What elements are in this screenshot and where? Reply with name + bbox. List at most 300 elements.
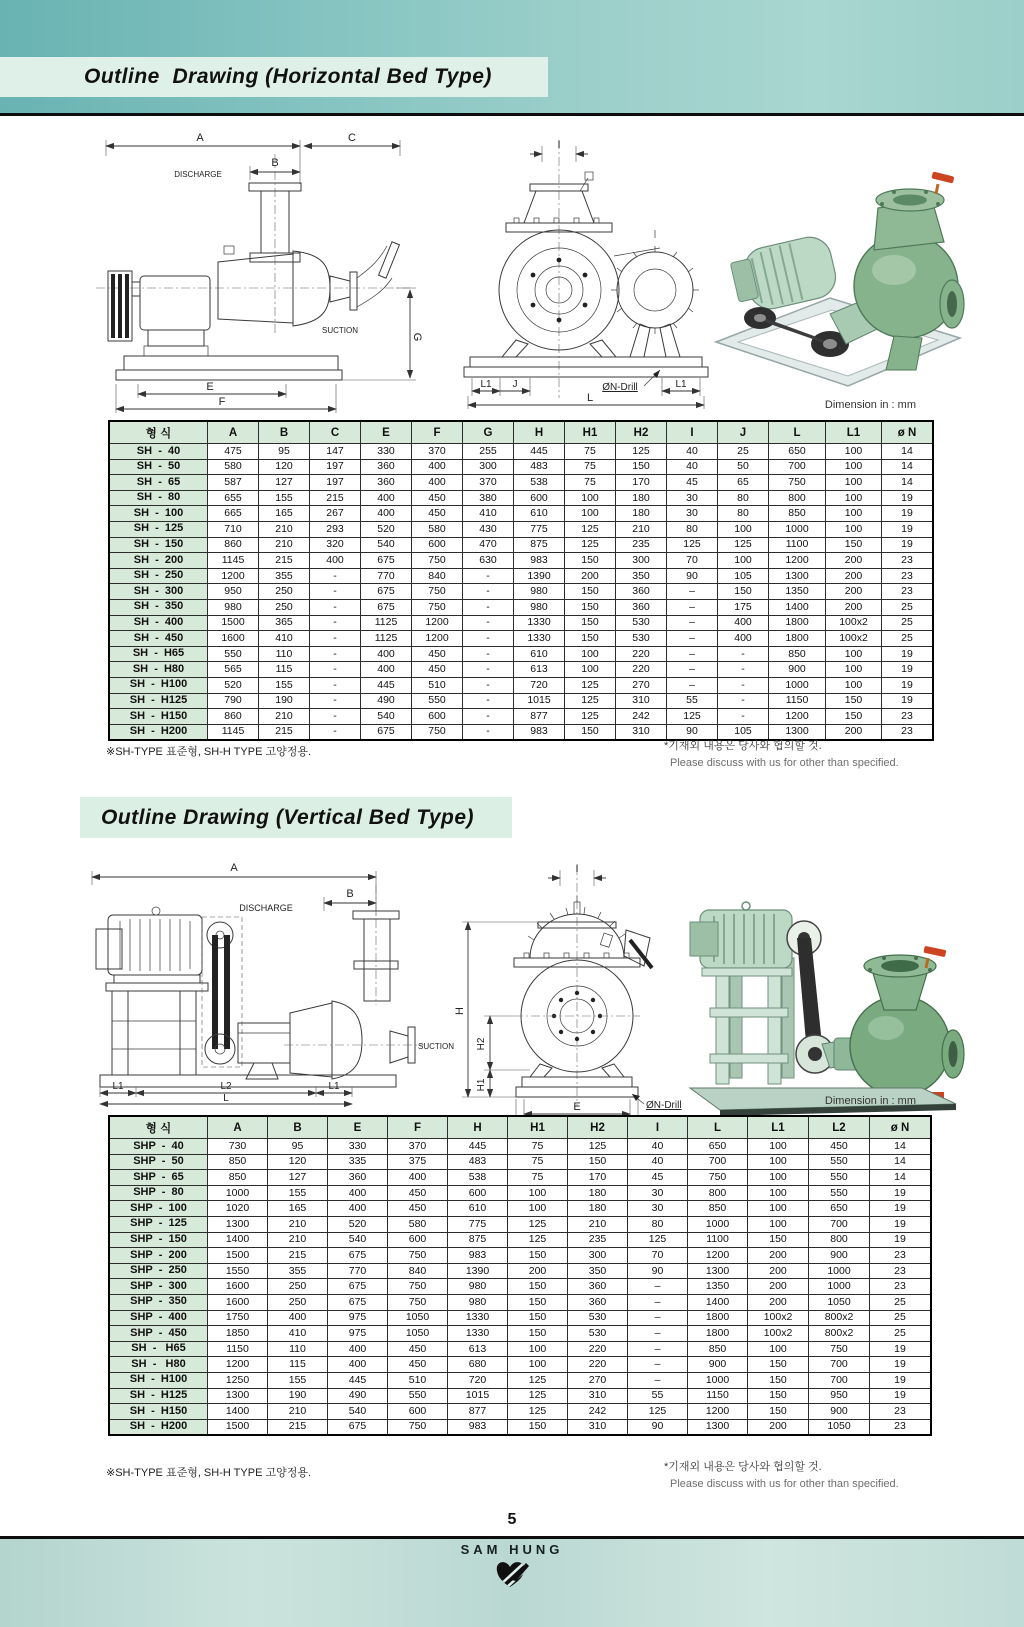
value-cell: 483 bbox=[448, 1154, 508, 1170]
value-cell: 1330 bbox=[514, 631, 565, 647]
value-cell: 445 bbox=[361, 677, 412, 693]
value-cell: - bbox=[718, 662, 769, 678]
value-cell: 360 bbox=[568, 1279, 628, 1295]
column-header: H2 bbox=[616, 421, 667, 444]
value-cell: 1600 bbox=[208, 1279, 268, 1295]
value-cell: 675 bbox=[361, 584, 412, 600]
value-cell: 550 bbox=[208, 646, 259, 662]
value-cell: 14 bbox=[870, 1170, 932, 1186]
value-cell: 19 bbox=[882, 506, 934, 522]
value-cell: 19 bbox=[870, 1216, 932, 1232]
value-cell: 242 bbox=[568, 1404, 628, 1420]
value-cell: - bbox=[310, 599, 361, 615]
value-cell: 80 bbox=[718, 506, 769, 522]
value-cell: – bbox=[667, 584, 718, 600]
value-cell: 105 bbox=[718, 724, 769, 740]
value-cell: 310 bbox=[568, 1388, 628, 1404]
value-cell: 950 bbox=[208, 584, 259, 600]
dim-label-H1: H1 bbox=[476, 1078, 487, 1092]
model-cell: SH - 150 bbox=[109, 537, 208, 553]
value-cell: 400 bbox=[328, 1201, 388, 1217]
dim-label-H: H bbox=[454, 1007, 466, 1015]
value-cell: 125 bbox=[718, 537, 769, 553]
table-row bbox=[109, 553, 933, 569]
value-cell: 650 bbox=[688, 1139, 748, 1155]
value-cell: 210 bbox=[268, 1404, 328, 1420]
value-cell: 490 bbox=[328, 1388, 388, 1404]
value-cell: 850 bbox=[688, 1201, 748, 1217]
value-cell: 100 bbox=[565, 506, 616, 522]
value-cell: 155 bbox=[268, 1185, 328, 1201]
table-row bbox=[109, 1357, 931, 1373]
value-cell: 580 bbox=[208, 459, 259, 475]
value-cell: - bbox=[463, 709, 514, 725]
value-cell: 1200 bbox=[769, 553, 826, 569]
value-cell: 675 bbox=[328, 1279, 388, 1295]
value-cell: 1200 bbox=[412, 631, 463, 647]
value-cell: 700 bbox=[688, 1154, 748, 1170]
value-cell: 980 bbox=[514, 599, 565, 615]
value-cell: 255 bbox=[463, 444, 514, 460]
table-row bbox=[109, 1201, 931, 1217]
column-header: L2 bbox=[809, 1116, 870, 1139]
section2-title-box bbox=[80, 797, 512, 838]
dim-label-L1-right: L1 bbox=[328, 1081, 340, 1092]
value-cell: 1050 bbox=[388, 1310, 448, 1326]
value-cell: 450 bbox=[809, 1139, 870, 1155]
dim-label-E: E bbox=[206, 381, 214, 393]
model-cell: SH - H65 bbox=[109, 646, 208, 662]
model-cell: SH - H200 bbox=[109, 1419, 208, 1435]
value-cell: - bbox=[463, 615, 514, 631]
value-cell: 350 bbox=[616, 568, 667, 584]
value-cell: - bbox=[463, 599, 514, 615]
model-cell: SH - H80 bbox=[109, 662, 208, 678]
value-cell: 25 bbox=[718, 444, 769, 460]
value-cell: 1000 bbox=[769, 677, 826, 693]
value-cell: 30 bbox=[667, 490, 718, 506]
table-row bbox=[109, 646, 933, 662]
column-header: F bbox=[388, 1116, 448, 1139]
value-cell: 115 bbox=[268, 1357, 328, 1373]
page-number: 5 bbox=[507, 1511, 517, 1528]
value-cell: 1800 bbox=[769, 615, 826, 631]
value-cell: 450 bbox=[412, 662, 463, 678]
value-cell: 1750 bbox=[208, 1310, 268, 1326]
value-cell: 1200 bbox=[688, 1248, 748, 1264]
value-cell: 1125 bbox=[361, 615, 412, 631]
value-cell: 510 bbox=[412, 677, 463, 693]
value-cell: 23 bbox=[870, 1263, 932, 1279]
value-cell: 150 bbox=[565, 553, 616, 569]
value-cell: 1145 bbox=[208, 553, 259, 569]
value-cell: 150 bbox=[508, 1294, 568, 1310]
dim-label-A: A bbox=[230, 862, 238, 874]
value-cell: 1000 bbox=[688, 1372, 748, 1388]
value-cell: 550 bbox=[388, 1388, 448, 1404]
discharge-label: DISCHARGE bbox=[174, 170, 222, 179]
model-cell: SHP - 50 bbox=[109, 1154, 208, 1170]
value-cell: 600 bbox=[412, 537, 463, 553]
value-cell: 125 bbox=[508, 1232, 568, 1248]
value-cell: 220 bbox=[616, 662, 667, 678]
value-cell: – bbox=[667, 615, 718, 631]
value-cell: 45 bbox=[628, 1170, 688, 1186]
value-cell: 127 bbox=[268, 1170, 328, 1186]
value-cell: 613 bbox=[448, 1341, 508, 1357]
value-cell: - bbox=[310, 677, 361, 693]
value-cell: 800 bbox=[688, 1185, 748, 1201]
value-cell: 330 bbox=[328, 1139, 388, 1155]
value-cell: 1300 bbox=[208, 1388, 268, 1404]
column-header: H bbox=[514, 421, 565, 444]
value-cell: 1000 bbox=[208, 1185, 268, 1201]
value-cell: 360 bbox=[616, 599, 667, 615]
model-cell: SH - 350 bbox=[109, 599, 208, 615]
value-cell: 180 bbox=[568, 1201, 628, 1217]
value-cell: 700 bbox=[809, 1216, 870, 1232]
value-cell: 1300 bbox=[208, 1216, 268, 1232]
value-cell: 980 bbox=[448, 1294, 508, 1310]
value-cell: 1330 bbox=[448, 1310, 508, 1326]
value-cell: 610 bbox=[448, 1201, 508, 1217]
value-cell: 900 bbox=[809, 1404, 870, 1420]
model-cell: SH - H125 bbox=[109, 693, 208, 709]
column-header: ø N bbox=[882, 421, 934, 444]
value-cell: 538 bbox=[448, 1170, 508, 1186]
section1-title: Outline Drawing (Horizontal Bed Type) bbox=[84, 65, 492, 88]
table-row bbox=[109, 584, 933, 600]
footnote-english: Please discuss with us for other than specified. bbox=[670, 757, 899, 769]
value-cell: 100x2 bbox=[748, 1326, 809, 1342]
value-cell: 355 bbox=[259, 568, 310, 584]
column-header: A bbox=[208, 421, 259, 444]
value-cell: 40 bbox=[628, 1139, 688, 1155]
value-cell: 1800 bbox=[688, 1326, 748, 1342]
value-cell: 1200 bbox=[688, 1404, 748, 1420]
value-cell: 1015 bbox=[448, 1388, 508, 1404]
value-cell: 370 bbox=[463, 475, 514, 491]
value-cell: 1390 bbox=[514, 568, 565, 584]
column-header: C bbox=[310, 421, 361, 444]
value-cell: 700 bbox=[769, 459, 826, 475]
table-row bbox=[109, 1170, 931, 1186]
column-header: L1 bbox=[826, 421, 882, 444]
value-cell: 445 bbox=[328, 1372, 388, 1388]
value-cell: 30 bbox=[628, 1201, 688, 1217]
value-cell: 675 bbox=[328, 1294, 388, 1310]
dim-label-L1-left: L1 bbox=[112, 1081, 124, 1092]
value-cell: - bbox=[463, 693, 514, 709]
value-cell: 450 bbox=[388, 1341, 448, 1357]
value-cell: 100 bbox=[748, 1341, 809, 1357]
footnote-korean: *기재외 내용은 당사와 협의할 것. bbox=[664, 1461, 822, 1473]
value-cell: 840 bbox=[412, 568, 463, 584]
value-cell: 150 bbox=[565, 631, 616, 647]
value-cell: 150 bbox=[508, 1279, 568, 1295]
value-cell: 95 bbox=[268, 1139, 328, 1155]
value-cell: 19 bbox=[870, 1388, 932, 1404]
table-row bbox=[109, 444, 933, 460]
value-cell: 445 bbox=[448, 1139, 508, 1155]
table-row bbox=[109, 1419, 931, 1435]
value-cell: 750 bbox=[388, 1419, 448, 1435]
dim-label-L2: L2 bbox=[220, 1081, 232, 1092]
dim-label-G: G bbox=[411, 332, 423, 342]
column-header: 형 식 bbox=[109, 421, 208, 444]
value-cell: 120 bbox=[259, 459, 310, 475]
table-row bbox=[109, 1294, 931, 1310]
value-cell: 1400 bbox=[769, 599, 826, 615]
column-header: 형 식 bbox=[109, 1116, 208, 1139]
value-cell: 650 bbox=[809, 1201, 870, 1217]
value-cell: 1800 bbox=[688, 1310, 748, 1326]
value-cell: 100 bbox=[748, 1216, 809, 1232]
value-cell: 150 bbox=[826, 537, 882, 553]
value-cell: 25 bbox=[882, 615, 934, 631]
value-cell: 100 bbox=[826, 662, 882, 678]
value-cell: 1000 bbox=[809, 1263, 870, 1279]
value-cell: 150 bbox=[508, 1326, 568, 1342]
value-cell: 150 bbox=[826, 693, 882, 709]
value-cell: 450 bbox=[412, 646, 463, 662]
column-header: H2 bbox=[568, 1116, 628, 1139]
value-cell: 540 bbox=[361, 537, 412, 553]
value-cell: 125 bbox=[628, 1232, 688, 1248]
value-cell: 355 bbox=[268, 1263, 328, 1279]
value-cell: 375 bbox=[388, 1154, 448, 1170]
column-header: H1 bbox=[508, 1116, 568, 1139]
value-cell: 400 bbox=[328, 1357, 388, 1373]
model-cell: SHP - 100 bbox=[109, 1201, 208, 1217]
vertical-3d-render bbox=[672, 858, 968, 1121]
value-cell: 1000 bbox=[688, 1216, 748, 1232]
value-cell: 655 bbox=[208, 490, 259, 506]
value-cell: 1145 bbox=[208, 724, 259, 740]
value-cell: 100 bbox=[826, 521, 882, 537]
value-cell: 40 bbox=[667, 459, 718, 475]
value-cell: 775 bbox=[448, 1216, 508, 1232]
value-cell: 150 bbox=[565, 724, 616, 740]
value-cell: 180 bbox=[568, 1185, 628, 1201]
value-cell: 900 bbox=[688, 1357, 748, 1373]
value-cell: 210 bbox=[616, 521, 667, 537]
value-cell: 115 bbox=[259, 662, 310, 678]
table-row bbox=[109, 1388, 931, 1404]
value-cell: 100 bbox=[826, 677, 882, 693]
value-cell: 215 bbox=[310, 490, 361, 506]
dim-label-C: C bbox=[348, 132, 356, 144]
value-cell: 100 bbox=[826, 475, 882, 491]
value-cell: 730 bbox=[208, 1139, 268, 1155]
value-cell: 770 bbox=[328, 1263, 388, 1279]
value-cell: 983 bbox=[514, 553, 565, 569]
value-cell: 720 bbox=[514, 677, 565, 693]
model-cell: SHP - 150 bbox=[109, 1232, 208, 1248]
value-cell: - bbox=[310, 568, 361, 584]
value-cell: 540 bbox=[328, 1232, 388, 1248]
value-cell: 125 bbox=[508, 1372, 568, 1388]
brand-logo-icon bbox=[493, 1560, 531, 1588]
value-cell: 550 bbox=[809, 1185, 870, 1201]
value-cell: 1000 bbox=[809, 1279, 870, 1295]
value-cell: - bbox=[718, 693, 769, 709]
value-cell: 360 bbox=[361, 459, 412, 475]
value-cell: - bbox=[310, 709, 361, 725]
value-cell: 55 bbox=[628, 1388, 688, 1404]
value-cell: 150 bbox=[718, 584, 769, 600]
dim-label-L: L bbox=[586, 392, 594, 404]
model-cell: SH - 125 bbox=[109, 521, 208, 537]
value-cell: 100 bbox=[508, 1341, 568, 1357]
value-cell: 150 bbox=[748, 1404, 809, 1420]
value-cell: 1150 bbox=[769, 693, 826, 709]
value-cell: 483 bbox=[514, 459, 565, 475]
value-cell: 1500 bbox=[208, 1419, 268, 1435]
model-cell: SHP - 65 bbox=[109, 1170, 208, 1186]
value-cell: 335 bbox=[328, 1154, 388, 1170]
value-cell: 200 bbox=[748, 1248, 809, 1264]
value-cell: 75 bbox=[565, 475, 616, 491]
value-cell: 360 bbox=[616, 584, 667, 600]
value-cell: 150 bbox=[568, 1154, 628, 1170]
value-cell: 675 bbox=[361, 724, 412, 740]
value-cell: 215 bbox=[259, 553, 310, 569]
value-cell: 1400 bbox=[208, 1404, 268, 1420]
footnote-korean: *기재외 내용은 당사와 협의할 것. bbox=[664, 740, 822, 752]
value-cell: 610 bbox=[514, 646, 565, 662]
value-cell: 200 bbox=[565, 568, 616, 584]
value-cell: 100x2 bbox=[748, 1310, 809, 1326]
value-cell: 293 bbox=[310, 521, 361, 537]
column-header: B bbox=[268, 1116, 328, 1139]
value-cell: 100 bbox=[826, 506, 882, 522]
column-header: H bbox=[448, 1116, 508, 1139]
value-cell: – bbox=[628, 1310, 688, 1326]
value-cell: 125 bbox=[565, 521, 616, 537]
value-cell: 380 bbox=[463, 490, 514, 506]
column-header: H1 bbox=[565, 421, 616, 444]
column-header: J bbox=[718, 421, 769, 444]
value-cell: - bbox=[463, 568, 514, 584]
value-cell: 267 bbox=[310, 506, 361, 522]
value-cell: 538 bbox=[514, 475, 565, 491]
horizontal-3d-render bbox=[698, 146, 978, 409]
model-cell: SHP - 450 bbox=[109, 1326, 208, 1342]
model-cell: SH - 80 bbox=[109, 490, 208, 506]
value-cell: 150 bbox=[508, 1248, 568, 1264]
table-row bbox=[109, 475, 933, 491]
value-cell: 75 bbox=[565, 444, 616, 460]
value-cell: 170 bbox=[616, 475, 667, 491]
value-cell: 450 bbox=[412, 490, 463, 506]
value-cell: 165 bbox=[268, 1201, 328, 1217]
value-cell: 800x2 bbox=[809, 1310, 870, 1326]
value-cell: 1150 bbox=[208, 1341, 268, 1357]
value-cell: 875 bbox=[514, 537, 565, 553]
value-cell: 25 bbox=[870, 1326, 932, 1342]
value-cell: 983 bbox=[448, 1419, 508, 1435]
table-row bbox=[109, 1185, 931, 1201]
value-cell: 490 bbox=[361, 693, 412, 709]
value-cell: 1020 bbox=[208, 1201, 268, 1217]
value-cell: 983 bbox=[514, 724, 565, 740]
value-cell: 75 bbox=[508, 1170, 568, 1186]
table-row bbox=[109, 677, 933, 693]
value-cell: 1350 bbox=[769, 584, 826, 600]
value-cell: 80 bbox=[718, 490, 769, 506]
value-cell: 215 bbox=[268, 1419, 328, 1435]
value-cell: 600 bbox=[388, 1232, 448, 1248]
value-cell: 200 bbox=[826, 724, 882, 740]
value-cell: 100 bbox=[748, 1201, 809, 1217]
dimension-unit-note-1: Dimension in : mm bbox=[824, 399, 916, 411]
discharge-label: DISCHARGE bbox=[239, 903, 293, 913]
value-cell: 530 bbox=[568, 1326, 628, 1342]
value-cell: 23 bbox=[882, 709, 934, 725]
value-cell: 170 bbox=[568, 1170, 628, 1186]
value-cell: 1300 bbox=[769, 724, 826, 740]
suction-label: SUCTION bbox=[418, 1042, 454, 1051]
footnote-english: Please discuss with us for other than specified. bbox=[670, 1478, 899, 1490]
value-cell: 150 bbox=[748, 1388, 809, 1404]
table2-footnote-right bbox=[664, 1459, 899, 1493]
value-cell: 75 bbox=[508, 1154, 568, 1170]
value-cell: 125 bbox=[667, 537, 718, 553]
value-cell: 150 bbox=[508, 1419, 568, 1435]
value-cell: 165 bbox=[259, 506, 310, 522]
value-cell: 530 bbox=[568, 1310, 628, 1326]
value-cell: 400 bbox=[361, 490, 412, 506]
value-cell: 600 bbox=[514, 490, 565, 506]
value-cell: 580 bbox=[412, 521, 463, 537]
value-cell: 125 bbox=[565, 677, 616, 693]
value-cell: 1050 bbox=[388, 1326, 448, 1342]
value-cell: 220 bbox=[568, 1357, 628, 1373]
value-cell: 200 bbox=[826, 584, 882, 600]
value-cell: 19 bbox=[882, 537, 934, 553]
value-cell: – bbox=[628, 1279, 688, 1295]
table-row bbox=[109, 1248, 931, 1264]
column-header: I bbox=[667, 421, 718, 444]
value-cell: 40 bbox=[667, 444, 718, 460]
value-cell: 19 bbox=[882, 662, 934, 678]
value-cell: 90 bbox=[628, 1419, 688, 1435]
value-cell: – bbox=[667, 631, 718, 647]
table-row bbox=[109, 1263, 931, 1279]
value-cell: 95 bbox=[259, 444, 310, 460]
value-cell: 100 bbox=[748, 1154, 809, 1170]
top-banner bbox=[0, 0, 1024, 116]
vertical-dimension-table bbox=[108, 1115, 932, 1436]
value-cell: 1300 bbox=[688, 1419, 748, 1435]
value-cell: 23 bbox=[882, 584, 934, 600]
value-cell: 1250 bbox=[208, 1372, 268, 1388]
model-cell: SHP - 250 bbox=[109, 1263, 208, 1279]
table-row bbox=[109, 521, 933, 537]
value-cell: 200 bbox=[826, 599, 882, 615]
value-cell: 860 bbox=[208, 709, 259, 725]
column-header: L bbox=[688, 1116, 748, 1139]
value-cell: 540 bbox=[328, 1404, 388, 1420]
table-row bbox=[109, 709, 933, 725]
value-cell: 14 bbox=[882, 475, 934, 491]
table-row bbox=[109, 1341, 931, 1357]
model-cell: SH - 40 bbox=[109, 444, 208, 460]
value-cell: 800 bbox=[769, 490, 826, 506]
value-cell: 1300 bbox=[688, 1263, 748, 1279]
value-cell: - bbox=[310, 646, 361, 662]
